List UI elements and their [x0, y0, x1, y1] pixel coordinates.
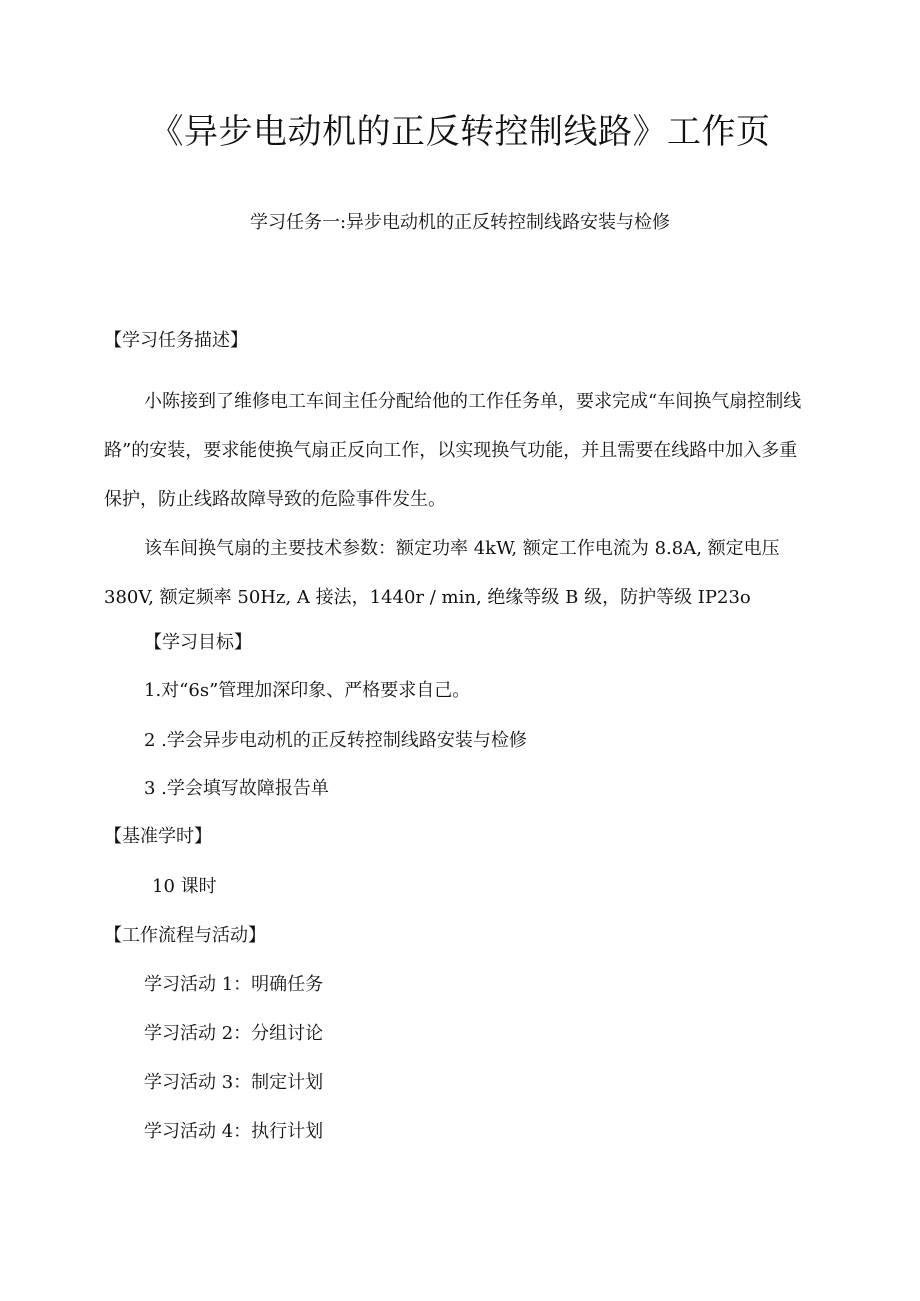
workflow-activity: 学习活动 2：分组讨论	[144, 1023, 324, 1044]
objective-item: 1.对“6s”管理加深印象、严格要求自己。	[144, 680, 471, 701]
paragraph-2-line: 该车间换气扇的主要技术参数：额定功率 4kW, 额定工作电流为 8.8A, 额定电压	[144, 538, 780, 559]
base-hours-heading: 【基准学时】	[104, 826, 212, 847]
workflow-activity: 学习活动 4：执行计划	[144, 1121, 324, 1142]
objectives-heading: 【学习目标】	[144, 632, 252, 653]
technical-parameters-paragraph	[104, 524, 824, 622]
task-description-paragraph-1	[104, 377, 824, 524]
objective-item: 3 .学会填写故障报告单	[144, 778, 329, 799]
workflow-activity: 学习活动 3：制定计划	[144, 1072, 324, 1093]
page-title: 《异步电动机的正反转控制线路》工作页	[149, 112, 771, 152]
base-hours-value: 10 课时	[152, 876, 217, 897]
paragraph-1-line: 路”的安装，要求能使换气扇正反向工作，以实现换气功能，并且需要在线路中加入多重	[104, 440, 798, 461]
paragraph-1-line: 保护，防止线路故障导致的危险事件发生。	[104, 489, 446, 510]
task-description-heading: 【学习任务描述】	[104, 330, 248, 351]
objective-item: 2 .学会异步电动机的正反转控制线路安装与检修	[144, 730, 527, 751]
workflow-activity: 学习活动 1：明确任务	[144, 974, 324, 995]
paragraph-2-line: 380V, 额定频率 50Hz, A 接法，1440r / min, 绝缘等级 B 级，防护等级 IP23o	[104, 587, 751, 608]
paragraph-1-line: 小陈接到了维修电工车间主任分配给他的工作任务单，要求完成“车间换气扇控制线	[144, 391, 802, 412]
workflow-heading: 【工作流程与活动】	[104, 925, 266, 946]
page-subtitle: 学习任务一:异步电动机的正反转控制线路安装与检修	[249, 212, 671, 233]
